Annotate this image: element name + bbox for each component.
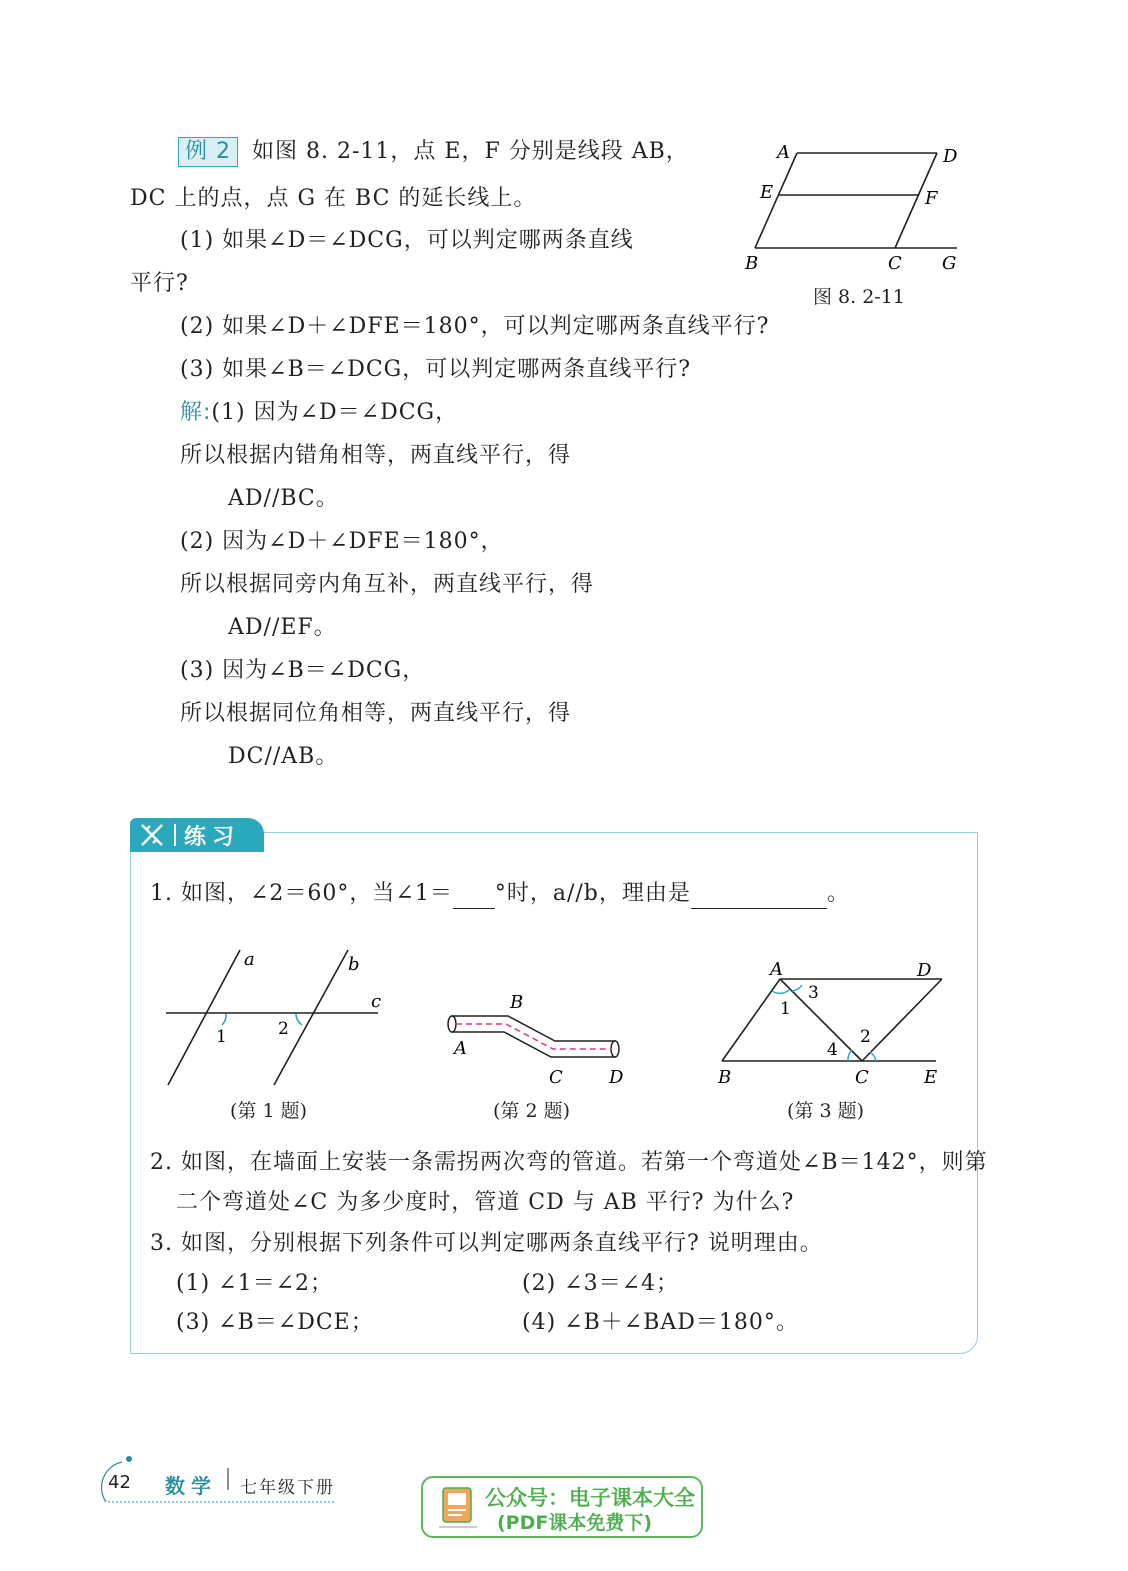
fig2-label-A: A	[454, 1038, 467, 1059]
fig-label-G: G	[942, 253, 957, 274]
question-3: (3) 如果∠B＝∠DCG，可以判定哪两条直线平行?	[180, 357, 692, 382]
book-icon	[437, 1484, 481, 1532]
answer-blank-2[interactable]	[691, 884, 827, 909]
practice-3: 3. 如图，分别根据下列条件可以判定哪两条直线平行? 说明理由。	[150, 1231, 823, 1256]
practice-1-part-b: °时，a//b，理由是	[494, 881, 691, 906]
solution-2b: 所以根据同旁内角互补，两直线平行，得	[180, 572, 595, 597]
practice-title: 练习	[184, 824, 241, 850]
fig-label-A: A	[777, 142, 790, 163]
practice-2b: 二个弯道处∠C 为多少度时，管道 CD 与 AB 平行? 为什么?	[176, 1190, 795, 1215]
fig3-angle-4: 4	[827, 1040, 838, 1060]
practice-1	[150, 879, 850, 909]
figure-practice-3	[712, 955, 952, 1095]
solution-1a-text: (1) 因为∠D＝∠DCG，	[211, 400, 459, 425]
fig1-label-a: a	[244, 949, 255, 970]
fig2-label-C: C	[549, 1067, 563, 1088]
footer-grade: 七年级下册	[240, 1478, 335, 1498]
practice-3-1: (1) ∠1＝∠2；	[176, 1271, 334, 1296]
fig2-label-D: D	[609, 1067, 624, 1088]
practice-3-2: (2) ∠3＝∠4；	[522, 1271, 680, 1296]
watermark-line-1: 公众号：电子课本大全	[485, 1486, 695, 1510]
fig1-angle-2: 2	[278, 1019, 289, 1039]
fig-label-F: F	[925, 188, 938, 209]
practice-tab	[130, 818, 264, 852]
fig2-caption: (第 2 题)	[493, 1100, 570, 1122]
figure-practice-1	[160, 945, 390, 1090]
tab-separator	[174, 824, 176, 846]
practice-3-4: (4) ∠B＋∠BAD＝180°。	[522, 1310, 799, 1335]
question-1a: (1) 如果∠D＝∠DCG，可以判定哪两条直线	[180, 228, 634, 253]
figure-caption: 图 8. 2-11	[813, 286, 905, 308]
example-line-2: DC 上的点，点 G 在 BC 的延长线上。	[130, 186, 537, 211]
practice-1-part-c: 。	[826, 881, 850, 906]
watermark-badge	[421, 1476, 703, 1538]
footer-subject: 数学	[165, 1474, 217, 1498]
solution-1a	[180, 398, 458, 428]
fig-label-C: C	[888, 253, 902, 274]
example-line-1	[178, 137, 689, 167]
example-text-1: 如图 8. 2-11，点 E，F 分别是线段 AB，	[252, 139, 689, 164]
pencil-ruler-icon	[138, 821, 168, 849]
fig3-angle-3: 3	[808, 983, 819, 1003]
fig3-label-B: B	[718, 1067, 732, 1088]
example-label: 例 2	[178, 137, 238, 167]
fig3-label-D: D	[917, 960, 932, 981]
fig3-label-E: E	[924, 1067, 938, 1088]
fig1-caption: (第 1 题)	[230, 1100, 307, 1122]
fig-label-B: B	[745, 253, 759, 274]
figure-8-2-11	[735, 138, 975, 278]
practice-2a: 2. 如图，在墙面上安装一条需拐两次弯的管道。若第一个弯道处∠B＝142°，则第	[150, 1150, 988, 1175]
fig1-label-b: b	[348, 954, 360, 975]
fig3-label-C: C	[855, 1067, 869, 1088]
fig3-label-A: A	[770, 959, 783, 980]
fig2-label-B: B	[510, 992, 524, 1013]
practice-1-part-a: 1. 如图，∠2＝60°，当∠1＝	[150, 881, 453, 906]
fig3-angle-2: 2	[860, 1027, 871, 1047]
solution-1b: 所以根据内错角相等，两直线平行，得	[180, 443, 572, 468]
fig1-label-c: c	[371, 991, 382, 1012]
practice-3-3: (3) ∠B＝∠DCE；	[176, 1310, 374, 1335]
fig-label-D: D	[943, 146, 958, 167]
watermark-line-2: (PDF课本免费下)	[497, 1512, 653, 1534]
fig3-angle-1: 1	[780, 999, 791, 1019]
question-2: (2) 如果∠D＋∠DFE＝180°，可以判定哪两条直线平行?	[180, 314, 770, 339]
fig1-angle-1: 1	[216, 1027, 227, 1047]
solution-1c: AD//BC。	[228, 486, 339, 511]
solution-3b: 所以根据同位角相等，两直线平行，得	[180, 701, 572, 726]
question-1b: 平行?	[130, 271, 189, 296]
solution-2a: (2) 因为∠D＋∠DFE＝180°，	[180, 529, 504, 554]
page-number: 42	[108, 1472, 131, 1493]
solution-3c: DC//AB。	[228, 744, 339, 769]
answer-blank-1[interactable]	[453, 884, 495, 909]
solution-2c: AD//EF。	[228, 615, 337, 640]
fig-label-E: E	[760, 182, 774, 203]
fig3-caption: (第 3 题)	[787, 1100, 864, 1122]
solution-label: 解:	[180, 400, 212, 425]
figure-practice-2	[440, 990, 640, 1090]
solution-3a: (3) 因为∠B＝∠DCG，	[180, 658, 426, 683]
